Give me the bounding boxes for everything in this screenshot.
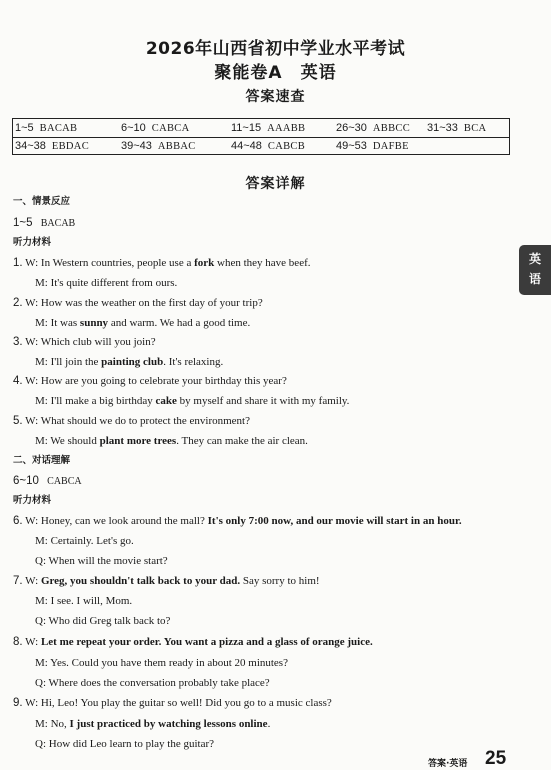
dialogue-line: 9. W: Hi, Leo! You play the guitar so well! Did you go to a music class? <box>13 697 332 709</box>
subject-side-tab <box>519 245 551 295</box>
material-label: 听力材料 <box>13 237 52 248</box>
answer-cell: 11~15 AAABB <box>231 122 306 134</box>
answer-key-table <box>12 118 510 155</box>
dialogue-line: 6. W: Honey, can we look around the mall? It's only 7:00 now, and our movie will start in an hour. <box>13 515 462 527</box>
dialogue-line: M: I'll make a big birthday cake by myself and share it with my family. <box>35 395 350 407</box>
section-heading: 二、对话理解 <box>13 455 71 466</box>
answer-cell: 1~5 BACAB <box>15 122 78 134</box>
answer-cell: 26~30 ABBCC <box>336 122 411 134</box>
answer-cell: 49~53 DAFBE <box>336 140 409 152</box>
dialogue-line: 8. W: Let me repeat your order. You want a pizza and a glass of orange juice. <box>13 636 373 648</box>
details-heading: 答案详解 <box>245 176 306 192</box>
answer-cell: 31~33 BCA <box>427 122 487 134</box>
dialogue-line: M: I'll join the painting club. It's relaxing. <box>35 356 224 368</box>
side-tab-char: 语 <box>528 272 541 286</box>
dialogue-line: 7. W: Greg, you shouldn't talk back to your dad. Say sorry to him! <box>13 575 320 587</box>
paper-title: 聚能卷A 英语 <box>214 63 337 83</box>
question-line: Q: How did Leo learn to play the guitar? <box>35 738 215 750</box>
dialogue-line: M: Yes. Could you have them ready in about 20 minutes? <box>35 657 288 669</box>
dialogue-line: M: Certainly. Let's go. <box>35 535 134 547</box>
answer-cell: 39~43 ABBAC <box>121 140 196 152</box>
side-tab-char: 英 <box>528 252 541 266</box>
section-answer: 6~10 CABCA <box>13 475 82 487</box>
dialogue-line: M: It's quite different from ours. <box>35 277 178 289</box>
dialogue-line: M: It was sunny and warm. We had a good time. <box>35 317 251 329</box>
answer-cell: 44~48 CABCB <box>231 140 306 152</box>
page-number: 25 <box>485 748 507 769</box>
footer-label: 答案·英语 <box>428 759 468 769</box>
question-line: Q: Who did Greg talk back to? <box>35 615 171 627</box>
answer-row <box>13 138 509 155</box>
answers-heading: 答案速查 <box>245 89 306 105</box>
answer-row <box>13 120 509 138</box>
section-heading: 一、情景反应 <box>13 196 71 207</box>
dialogue-line: M: We should plant more trees. They can make the air clean. <box>35 435 308 447</box>
dialogue-line: 3. W: Which club will you join? <box>13 336 156 348</box>
dialogue-line: M: I see. I will, Mom. <box>35 595 133 607</box>
dialogue-line: M: No, I just practiced by watching lessons online. <box>35 718 271 730</box>
dialogue-line: 4. W: How are you going to celebrate your birthday this year? <box>13 375 287 387</box>
answer-cell: 6~10 CABCA <box>121 122 190 134</box>
section-answer: 1~5 BACAB <box>13 217 76 229</box>
question-line: Q: When will the movie start? <box>35 555 168 567</box>
dialogue-line: 5. W: What should we do to protect the environment? <box>13 415 250 427</box>
exam-title: 2026年山西省初中学业水平考试 <box>145 39 406 59</box>
dialogue-line: 2. W: How was the weather on the first day of your trip? <box>13 297 263 309</box>
question-line: Q: Where does the conversation probably take place? <box>35 677 270 689</box>
answer-cell: 34~38 EBDAC <box>15 140 89 152</box>
dialogue-line: 1. W: In Western countries, people use a fork when they have beef. <box>13 257 311 269</box>
material-label: 听力材料 <box>13 495 52 506</box>
